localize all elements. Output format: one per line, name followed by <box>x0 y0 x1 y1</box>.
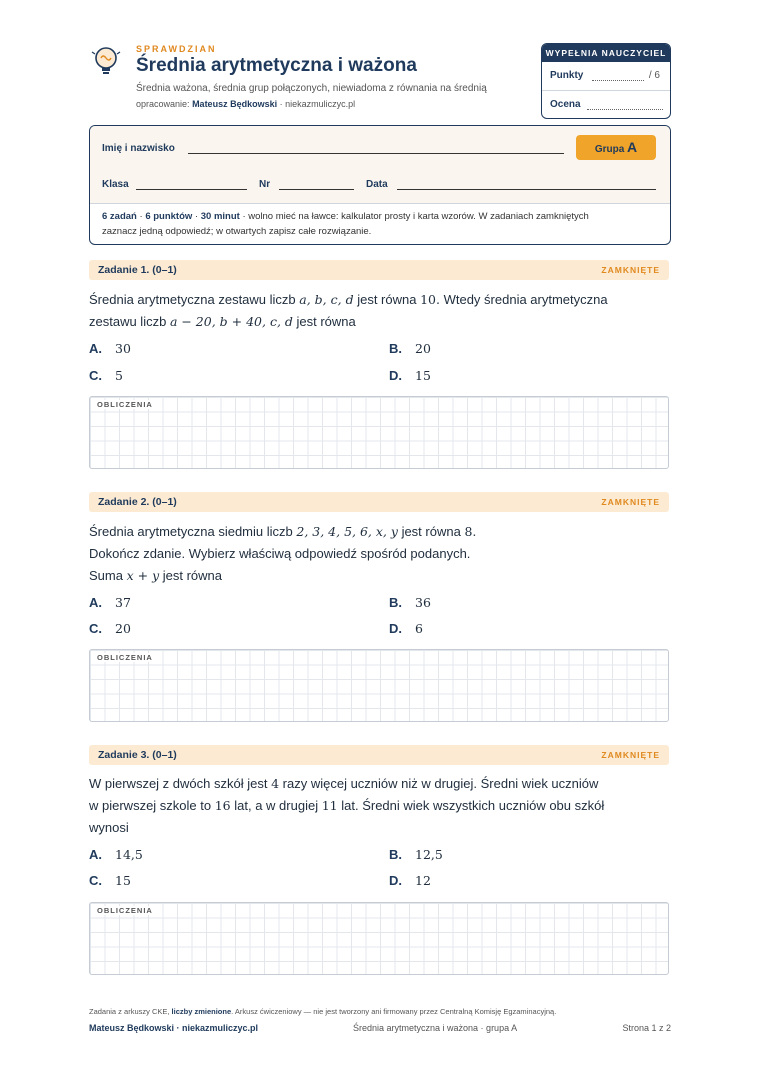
answer-letter: C. <box>89 368 102 383</box>
answer-value: 20 <box>415 341 431 356</box>
answer-letter: C. <box>89 621 102 636</box>
text: W pierwszej z dwóch szkół jest <box>89 776 268 791</box>
task-1-title: Zadanie 1. (0–1) <box>98 264 177 276</box>
date-label: Data <box>366 179 388 190</box>
task-3-tag: ZAMKNIĘTE <box>601 750 660 760</box>
answer-letter: D. <box>389 621 402 636</box>
task-1-text <box>89 289 664 333</box>
student-info-box <box>89 125 671 245</box>
calc-label: OBLICZENIA <box>97 400 153 409</box>
instructions: 6 zadań · 6 punktów · 30 minut · wolno mieć na ławce: kalkulator prosty i karta wzorów. W zadaniach zamkniętych zaznacz jedną odpowiedź; w otwartych zapisz całe rozwiązanie. <box>102 211 589 237</box>
answer-letter: B. <box>389 341 402 356</box>
task-1-tag: ZAMKNIĘTE <box>601 265 660 275</box>
text: Dokończ zdanie. Wybierz właściwą odpowiedź spośród podanych. <box>89 546 471 561</box>
math: 8. <box>464 524 477 539</box>
text: Średnia arytmetyczna siedmiu liczb <box>89 524 293 539</box>
answer-value: 15 <box>115 873 131 888</box>
points-max: / 6 <box>648 70 660 81</box>
answer-value: 6 <box>415 621 423 636</box>
task-3-answer-a[interactable] <box>89 847 143 862</box>
points-count: 6 punktów <box>145 211 193 222</box>
calc-label: OBLICZENIA <box>97 906 153 915</box>
task-3-answer-b[interactable] <box>389 847 443 862</box>
math: a − 20, b + 40, c, d <box>169 314 293 329</box>
task-2-answer-d[interactable] <box>389 621 423 636</box>
math: x + y <box>126 568 160 583</box>
task-3-header <box>89 745 669 765</box>
group-badge <box>576 135 656 160</box>
footer-title: Średnia arytmetyczna i ważona · grupa A <box>353 1023 518 1033</box>
text: jest równa <box>357 292 417 307</box>
answer-value: 30 <box>115 341 131 356</box>
task-2-answer-a[interactable] <box>89 595 131 610</box>
answer-value: 14,5 <box>115 847 143 862</box>
instructions-line-2: zaznacz jedną odpowiedź; w otwartych zapisz całe rozwiązanie. <box>102 226 372 237</box>
number-label: Nr <box>259 179 271 190</box>
name-field[interactable] <box>188 153 564 154</box>
time-limit: 30 minut <box>200 211 240 222</box>
text: Wtedy średnia arytmetyczna <box>443 292 608 307</box>
footer-note <box>89 1007 556 1016</box>
group-label: Grupa <box>594 144 625 155</box>
calc-label: OBLICZENIA <box>97 653 153 662</box>
text: w pierwszej szkole to <box>89 798 212 813</box>
instructions-line-1: · wolno mieć na ławce: kalkulator prosty i karta wzorów. W zadaniach zamkniętych <box>242 211 589 222</box>
text: jest równa <box>401 524 461 539</box>
answer-value: 20 <box>115 621 131 636</box>
text: Suma <box>89 568 123 583</box>
math: 16 <box>214 798 231 813</box>
text: wynosi <box>89 820 129 835</box>
teacher-box-title: WYPEŁNIA NAUCZYCIEL <box>542 44 670 62</box>
page-subtitle: Średnia ważona, średnia grup połączonych, niewiadoma z równania na średnią <box>136 83 487 94</box>
task-2-tag: ZAMKNIĘTE <box>601 497 660 507</box>
tasks-count: 6 zadań <box>102 211 137 222</box>
text: razy więcej uczniów niż w drugiej. Średni wiek uczniów <box>282 776 599 791</box>
grade-label: Ocena <box>550 99 581 110</box>
author-prefix: opracowanie: <box>136 99 190 109</box>
task-1-header <box>89 260 669 280</box>
task-1-answer-c[interactable] <box>89 368 123 383</box>
answer-value: 5 <box>115 368 123 383</box>
text: jest równa <box>296 314 356 329</box>
task-3-text <box>89 773 664 839</box>
author-line <box>136 99 355 109</box>
grade-row <box>542 90 670 118</box>
task-2-answer-c[interactable] <box>89 621 131 636</box>
answer-letter: B. <box>389 847 402 862</box>
task-2-header <box>89 492 669 512</box>
points-field[interactable] <box>592 80 644 81</box>
footer-author: Mateusz Będkowski · niekazmuliczyc.pl <box>89 1023 259 1033</box>
math: 2, 3, 4, 5, 6, x, y <box>296 524 398 539</box>
answer-value: 36 <box>415 595 431 610</box>
author-site: · niekazmuliczyc.pl <box>279 99 356 109</box>
answer-value: 12 <box>415 873 431 888</box>
page-number: Strona 1 z 2 <box>622 1023 671 1033</box>
answer-value: 37 <box>115 595 131 610</box>
class-field[interactable] <box>136 189 247 190</box>
task-2-title: Zadanie 2. (0–1) <box>98 496 177 508</box>
task-2-text <box>89 521 664 587</box>
text: zestawu liczb <box>89 314 167 329</box>
task-1-answer-a[interactable] <box>89 341 131 356</box>
date-field[interactable] <box>397 189 656 190</box>
footer-note-b: . Arkusz ćwiczeniowy — nie jest tworzony ani firmowany przez Centralną Komisję Egzaminacyjną. <box>231 1007 557 1016</box>
answer-letter: A. <box>89 341 102 356</box>
answer-value: 12,5 <box>415 847 443 862</box>
task-3-answer-c[interactable] <box>89 873 131 888</box>
answer-letter: B. <box>389 595 402 610</box>
group-letter: A <box>627 139 638 155</box>
math: 11 <box>321 798 338 813</box>
answer-letter: A. <box>89 847 102 862</box>
points-label: Punkty <box>550 70 584 81</box>
task-1-calc-area[interactable] <box>89 396 669 469</box>
number-field[interactable] <box>279 189 354 190</box>
author-name: Mateusz Będkowski <box>192 99 278 109</box>
answer-letter: D. <box>389 368 402 383</box>
math: 4 <box>271 776 280 791</box>
answer-letter: D. <box>389 873 402 888</box>
student-fields <box>90 126 670 204</box>
answer-letter: C. <box>89 873 102 888</box>
text: jest równa <box>162 568 223 583</box>
kicker: SPRAWDZIAN <box>136 44 217 54</box>
class-label: Klasa <box>102 179 129 190</box>
answer-letter: A. <box>89 595 102 610</box>
math: 10. <box>420 292 440 307</box>
grade-field[interactable] <box>587 109 663 110</box>
points-row <box>542 62 670 90</box>
task-1-answer-b[interactable] <box>389 341 431 356</box>
footer-note-bold: liczby zmienione <box>171 1007 232 1016</box>
name-label: Imię i nazwisko <box>102 143 175 154</box>
task-3-calc-area[interactable] <box>89 902 669 975</box>
lightbulb-icon <box>89 44 123 78</box>
math: a, b, c, d <box>299 292 354 307</box>
text: Średnia arytmetyczna zestawu liczb <box>89 292 296 307</box>
answer-value: 15 <box>415 368 431 383</box>
text: lat, a w drugiej <box>234 798 319 813</box>
footer-note-a: Zadania z arkuszy CKE, <box>89 1007 170 1016</box>
text: lat. Średni wiek wszystkich uczniów obu szkół <box>341 798 605 813</box>
task-1-answer-d[interactable] <box>389 368 431 383</box>
task-3-title: Zadanie 3. (0–1) <box>98 749 177 761</box>
page-title: Średnia arytmetyczna i ważona <box>136 55 417 76</box>
task-2-calc-area[interactable] <box>89 649 669 722</box>
teacher-box <box>541 43 671 119</box>
task-3-answer-d[interactable] <box>389 873 431 888</box>
task-2-answer-b[interactable] <box>389 595 431 610</box>
